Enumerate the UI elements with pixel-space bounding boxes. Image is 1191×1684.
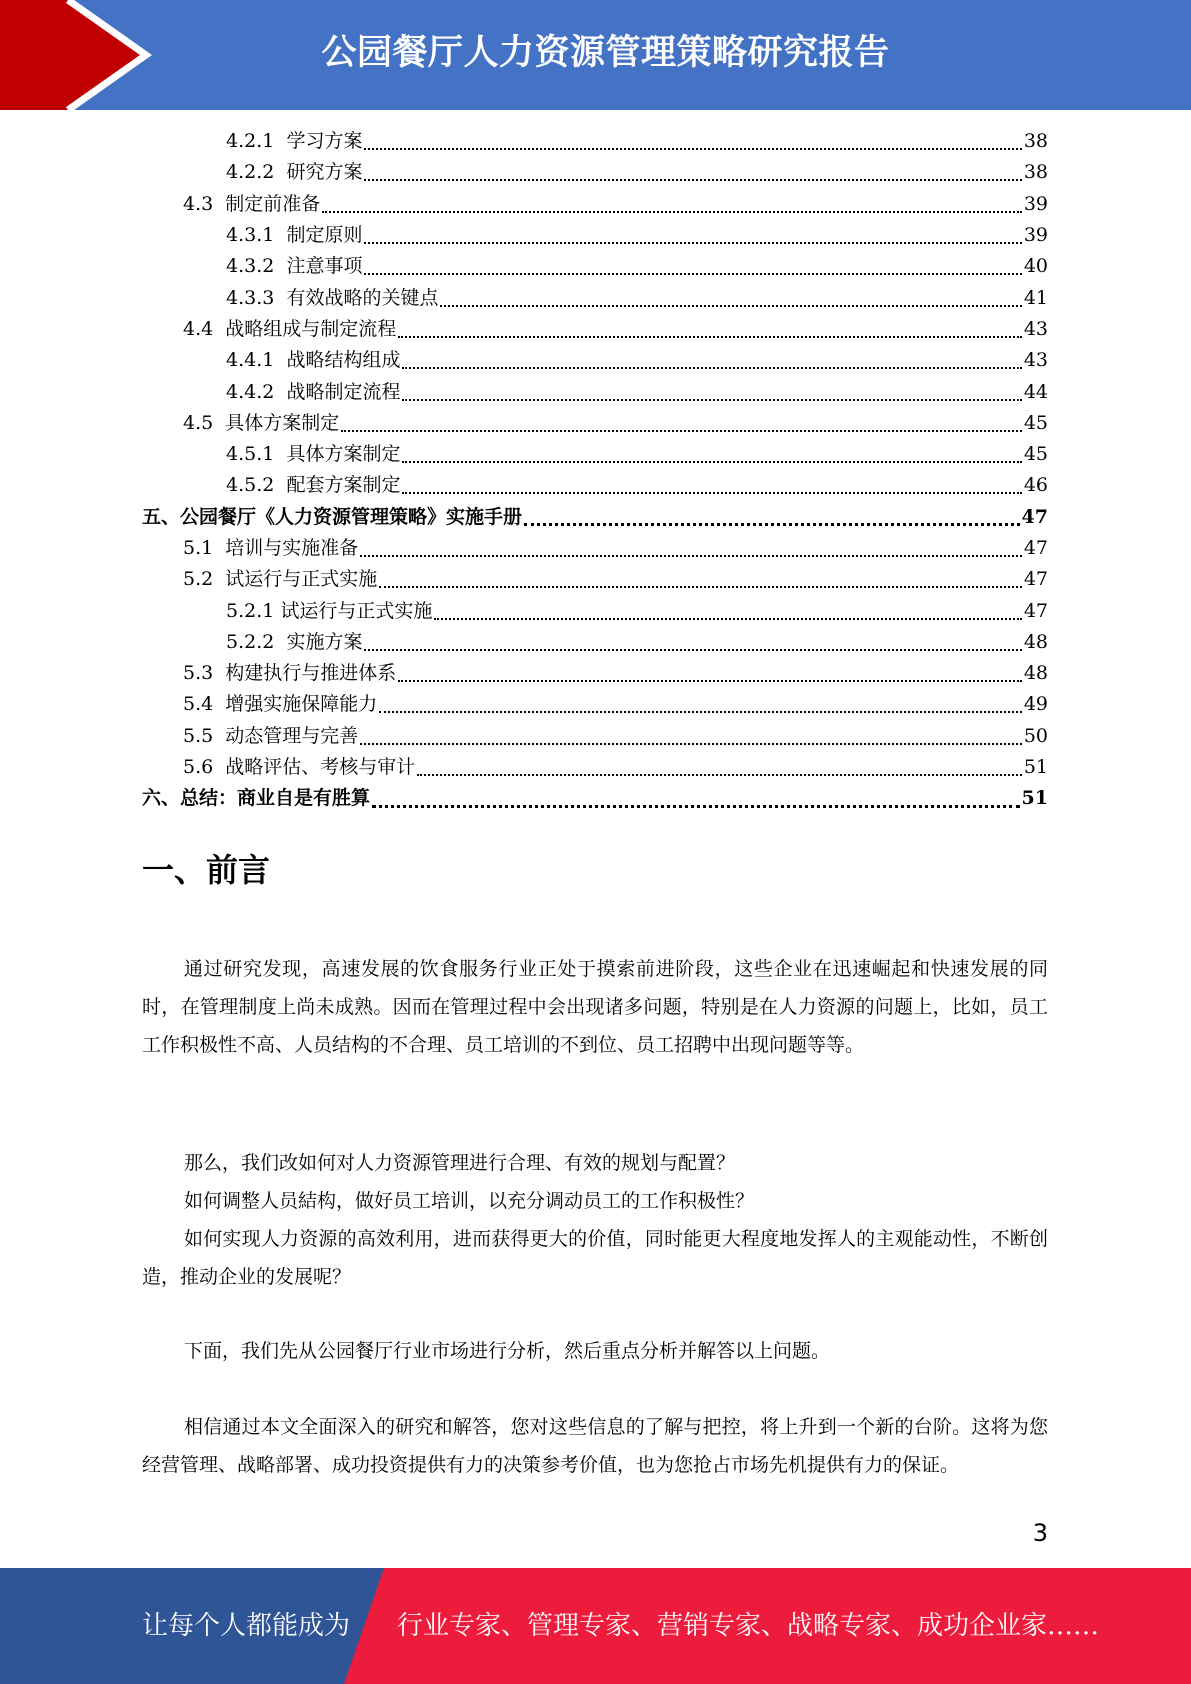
toc-entry[interactable] bbox=[0, 564, 1191, 595]
toc-entry[interactable] bbox=[0, 189, 1191, 220]
paragraph-1: 通过研究发现，高速发展的饮食服务行业正处于摸索前进阶段，这些企业在迅速崛起和快速发展的同时，在管理制度上尚未成熟。因而在管理过程中会出现诸多问题，特别是在人力资源的问题上，比如，员工工作积极性不高、人员结构的不合理、员工培训的不到位、员工招聘中出现问题等等。 bbox=[142, 958, 1048, 1056]
toc-entry-title: 战略制定流程 bbox=[286, 380, 401, 403]
toc-dot-leader bbox=[360, 742, 1022, 745]
toc-entry[interactable] bbox=[0, 251, 1191, 282]
toc-entry-title: 有效战略的关键点 bbox=[286, 286, 439, 309]
toc-entry-number: 4.4 bbox=[183, 317, 226, 340]
toc-dot-leader bbox=[372, 804, 1020, 808]
toc-entry-number: 5.6 bbox=[183, 756, 226, 779]
toc-entry-page: 38 bbox=[1023, 161, 1048, 184]
toc-entry-page: 39 bbox=[1023, 224, 1048, 247]
toc-dot-leader bbox=[364, 648, 1021, 651]
table-of-contents bbox=[0, 126, 1191, 815]
toc-entry-number: 4.3.2 bbox=[226, 255, 287, 278]
page-header bbox=[0, 0, 1191, 110]
toc-entry-title: 战略评估、考核与审计 bbox=[225, 756, 416, 779]
toc-entry[interactable] bbox=[0, 439, 1191, 470]
toc-entry-title: 战略结构组成 bbox=[286, 349, 401, 372]
toc-entry[interactable] bbox=[0, 595, 1191, 626]
toc-dot-leader bbox=[379, 710, 1022, 713]
toc-entry-page: 50 bbox=[1023, 724, 1048, 747]
toc-entry-page: 47 bbox=[1023, 599, 1048, 622]
toc-entry-number: 5.2.1 bbox=[226, 599, 281, 622]
toc-entry-page: 43 bbox=[1023, 317, 1048, 340]
toc-entry-page: 43 bbox=[1023, 349, 1048, 372]
toc-entry-number: 5.2.2 bbox=[226, 630, 287, 653]
toc-entry-number: 4.5.2 bbox=[226, 474, 287, 497]
toc-entry-page: 41 bbox=[1023, 286, 1048, 309]
toc-entry-number: 5.3 bbox=[183, 662, 226, 685]
toc-entry-page: 48 bbox=[1023, 630, 1048, 653]
toc-entry[interactable] bbox=[0, 502, 1191, 533]
toc-entry-number: 4.5 bbox=[183, 411, 226, 434]
toc-entry-number: 4.2.1 bbox=[226, 130, 287, 153]
toc-dot-leader bbox=[434, 617, 1021, 620]
toc-entry[interactable] bbox=[0, 470, 1191, 501]
toc-entry[interactable] bbox=[0, 627, 1191, 658]
toc-dot-leader bbox=[322, 210, 1022, 213]
toc-entry[interactable] bbox=[0, 689, 1191, 720]
toc-entry-number: 4.3 bbox=[183, 192, 226, 215]
toc-entry-number: 5.5 bbox=[183, 724, 226, 747]
page-number: 3 bbox=[1032, 1519, 1048, 1547]
paragraph-5: 下面，我们先从公园餐厅行业市场进行分析，然后重点分析并解答以上问题。 bbox=[184, 1340, 831, 1362]
toc-entry-page: 47 bbox=[1021, 505, 1048, 528]
toc-dot-leader bbox=[402, 491, 1021, 494]
toc-entry-page: 38 bbox=[1023, 130, 1048, 153]
toc-entry[interactable] bbox=[0, 376, 1191, 407]
paragraph-6: 相信通过本文全面深入的研究和解答，您对这些信息的了解与把控，将上升到一个新的台阶。这将为您经营管理、战略部署、成功投资提供有力的决策参考价值，也为您抢占市场先机提供有力的保证。 bbox=[142, 1416, 1048, 1476]
toc-dot-leader bbox=[360, 554, 1022, 557]
toc-entry-title: 制定前准备 bbox=[225, 192, 321, 215]
toc-entry[interactable] bbox=[0, 658, 1191, 689]
document-title: 公园餐厅人力资源管理策略研究报告 bbox=[321, 33, 890, 73]
toc-entry[interactable] bbox=[0, 157, 1191, 188]
toc-entry-page: 45 bbox=[1023, 443, 1048, 466]
toc-entry-page: 49 bbox=[1023, 693, 1048, 716]
toc-entry[interactable] bbox=[0, 533, 1191, 564]
toc-entry[interactable] bbox=[0, 282, 1191, 313]
footer-slogan-right: 行业专家、管理专家、营销专家、战略专家、成功企业家…… bbox=[397, 1611, 1100, 1641]
toc-entry[interactable] bbox=[0, 126, 1191, 157]
toc-dot-leader bbox=[440, 304, 1021, 307]
toc-entry[interactable] bbox=[0, 783, 1191, 814]
toc-entry-number: 4.4.2 bbox=[226, 380, 287, 403]
toc-entry[interactable] bbox=[0, 721, 1191, 752]
toc-dot-leader bbox=[398, 335, 1022, 338]
toc-entry-title: 五、公园餐厅《人力资源管理策略》实施手册 bbox=[142, 505, 523, 528]
section-heading-preface: 一、前言 bbox=[142, 851, 271, 889]
toc-dot-leader bbox=[364, 147, 1021, 150]
toc-entry[interactable] bbox=[0, 220, 1191, 251]
toc-entry-page: 39 bbox=[1023, 192, 1048, 215]
page-footer bbox=[0, 1568, 1191, 1684]
toc-entry-number: 5.2 bbox=[183, 568, 226, 591]
toc-entry-number: 4.5.1 bbox=[226, 443, 287, 466]
toc-entry-page: 44 bbox=[1023, 380, 1048, 403]
toc-entry-page: 46 bbox=[1023, 474, 1048, 497]
toc-entry-title: 实施方案 bbox=[286, 630, 363, 653]
toc-dot-leader bbox=[364, 241, 1021, 244]
toc-entry-page: 45 bbox=[1023, 411, 1048, 434]
toc-entry-page: 48 bbox=[1023, 662, 1048, 685]
toc-entry-title: 制定原则 bbox=[286, 224, 363, 247]
toc-dot-leader bbox=[402, 398, 1021, 401]
toc-entry-page: 47 bbox=[1023, 568, 1048, 591]
toc-dot-leader bbox=[402, 366, 1021, 369]
toc-entry-title: 战略组成与制定流程 bbox=[225, 317, 397, 340]
toc-entry[interactable] bbox=[0, 345, 1191, 376]
toc-dot-leader bbox=[341, 429, 1022, 432]
toc-entry-number: 5.1 bbox=[183, 537, 226, 559]
toc-entry[interactable] bbox=[0, 752, 1191, 783]
toc-entry[interactable] bbox=[0, 314, 1191, 345]
toc-entry-title: 具体方案制定 bbox=[286, 443, 401, 466]
toc-entry-number: 4.4.1 bbox=[226, 349, 287, 372]
toc-entry-title: 试运行与正式实施 bbox=[225, 568, 378, 591]
toc-entry-number: 4.3.3 bbox=[226, 286, 287, 309]
paragraph-3: 如何调整人员結构，做好员工培训，以充分调动员工的工作积极性？ bbox=[184, 1190, 755, 1212]
toc-entry-title: 动态管理与完善 bbox=[225, 724, 359, 747]
toc-dot-leader bbox=[417, 773, 1022, 776]
toc-entry-title: 构建执行与推进体系 bbox=[225, 662, 397, 685]
toc-entry-title: 学习方案 bbox=[286, 130, 363, 153]
toc-dot-leader bbox=[524, 522, 1020, 526]
paragraph-4: 如何实现人力资源的高效利用，进而获得更大的价值，同时能更大程度地发挥人的主观能动性，不断创造，推动企业的发展呢？ bbox=[142, 1228, 1048, 1288]
toc-entry-number: 5.4 bbox=[183, 693, 226, 716]
toc-entry[interactable] bbox=[0, 408, 1191, 439]
toc-dot-leader bbox=[364, 178, 1021, 181]
toc-entry-page: 51 bbox=[1021, 787, 1048, 810]
toc-entry-title: 六、总结：商业自是有胜算 bbox=[142, 787, 371, 810]
toc-dot-leader bbox=[379, 585, 1022, 588]
toc-entry-number: 4.2.2 bbox=[226, 161, 287, 184]
toc-dot-leader bbox=[364, 272, 1021, 275]
toc-entry-page: 40 bbox=[1023, 255, 1048, 278]
toc-entry-page: 47 bbox=[1023, 537, 1048, 559]
toc-entry-title: 培训与实施准备 bbox=[225, 537, 359, 559]
toc-entry-title: 研究方案 bbox=[286, 161, 363, 184]
paragraph-2: 那么，我们改如何对人力资源管理进行合理、有效的规划与配置？ bbox=[184, 1152, 736, 1174]
toc-entry-title: 试运行与正式实施 bbox=[280, 599, 433, 622]
toc-entry-title: 增强实施保障能力 bbox=[225, 693, 378, 716]
toc-entry-title: 具体方案制定 bbox=[225, 411, 340, 434]
footer-slogan-left: 让每个人都能成为 bbox=[142, 1611, 351, 1641]
toc-dot-leader bbox=[402, 460, 1021, 463]
toc-entry-page: 51 bbox=[1023, 756, 1048, 779]
toc-dot-leader bbox=[398, 679, 1022, 682]
toc-entry-title: 配套方案制定 bbox=[286, 474, 401, 497]
toc-entry-title: 注意事项 bbox=[286, 255, 363, 278]
toc-entry-number: 4.3.1 bbox=[226, 224, 287, 247]
